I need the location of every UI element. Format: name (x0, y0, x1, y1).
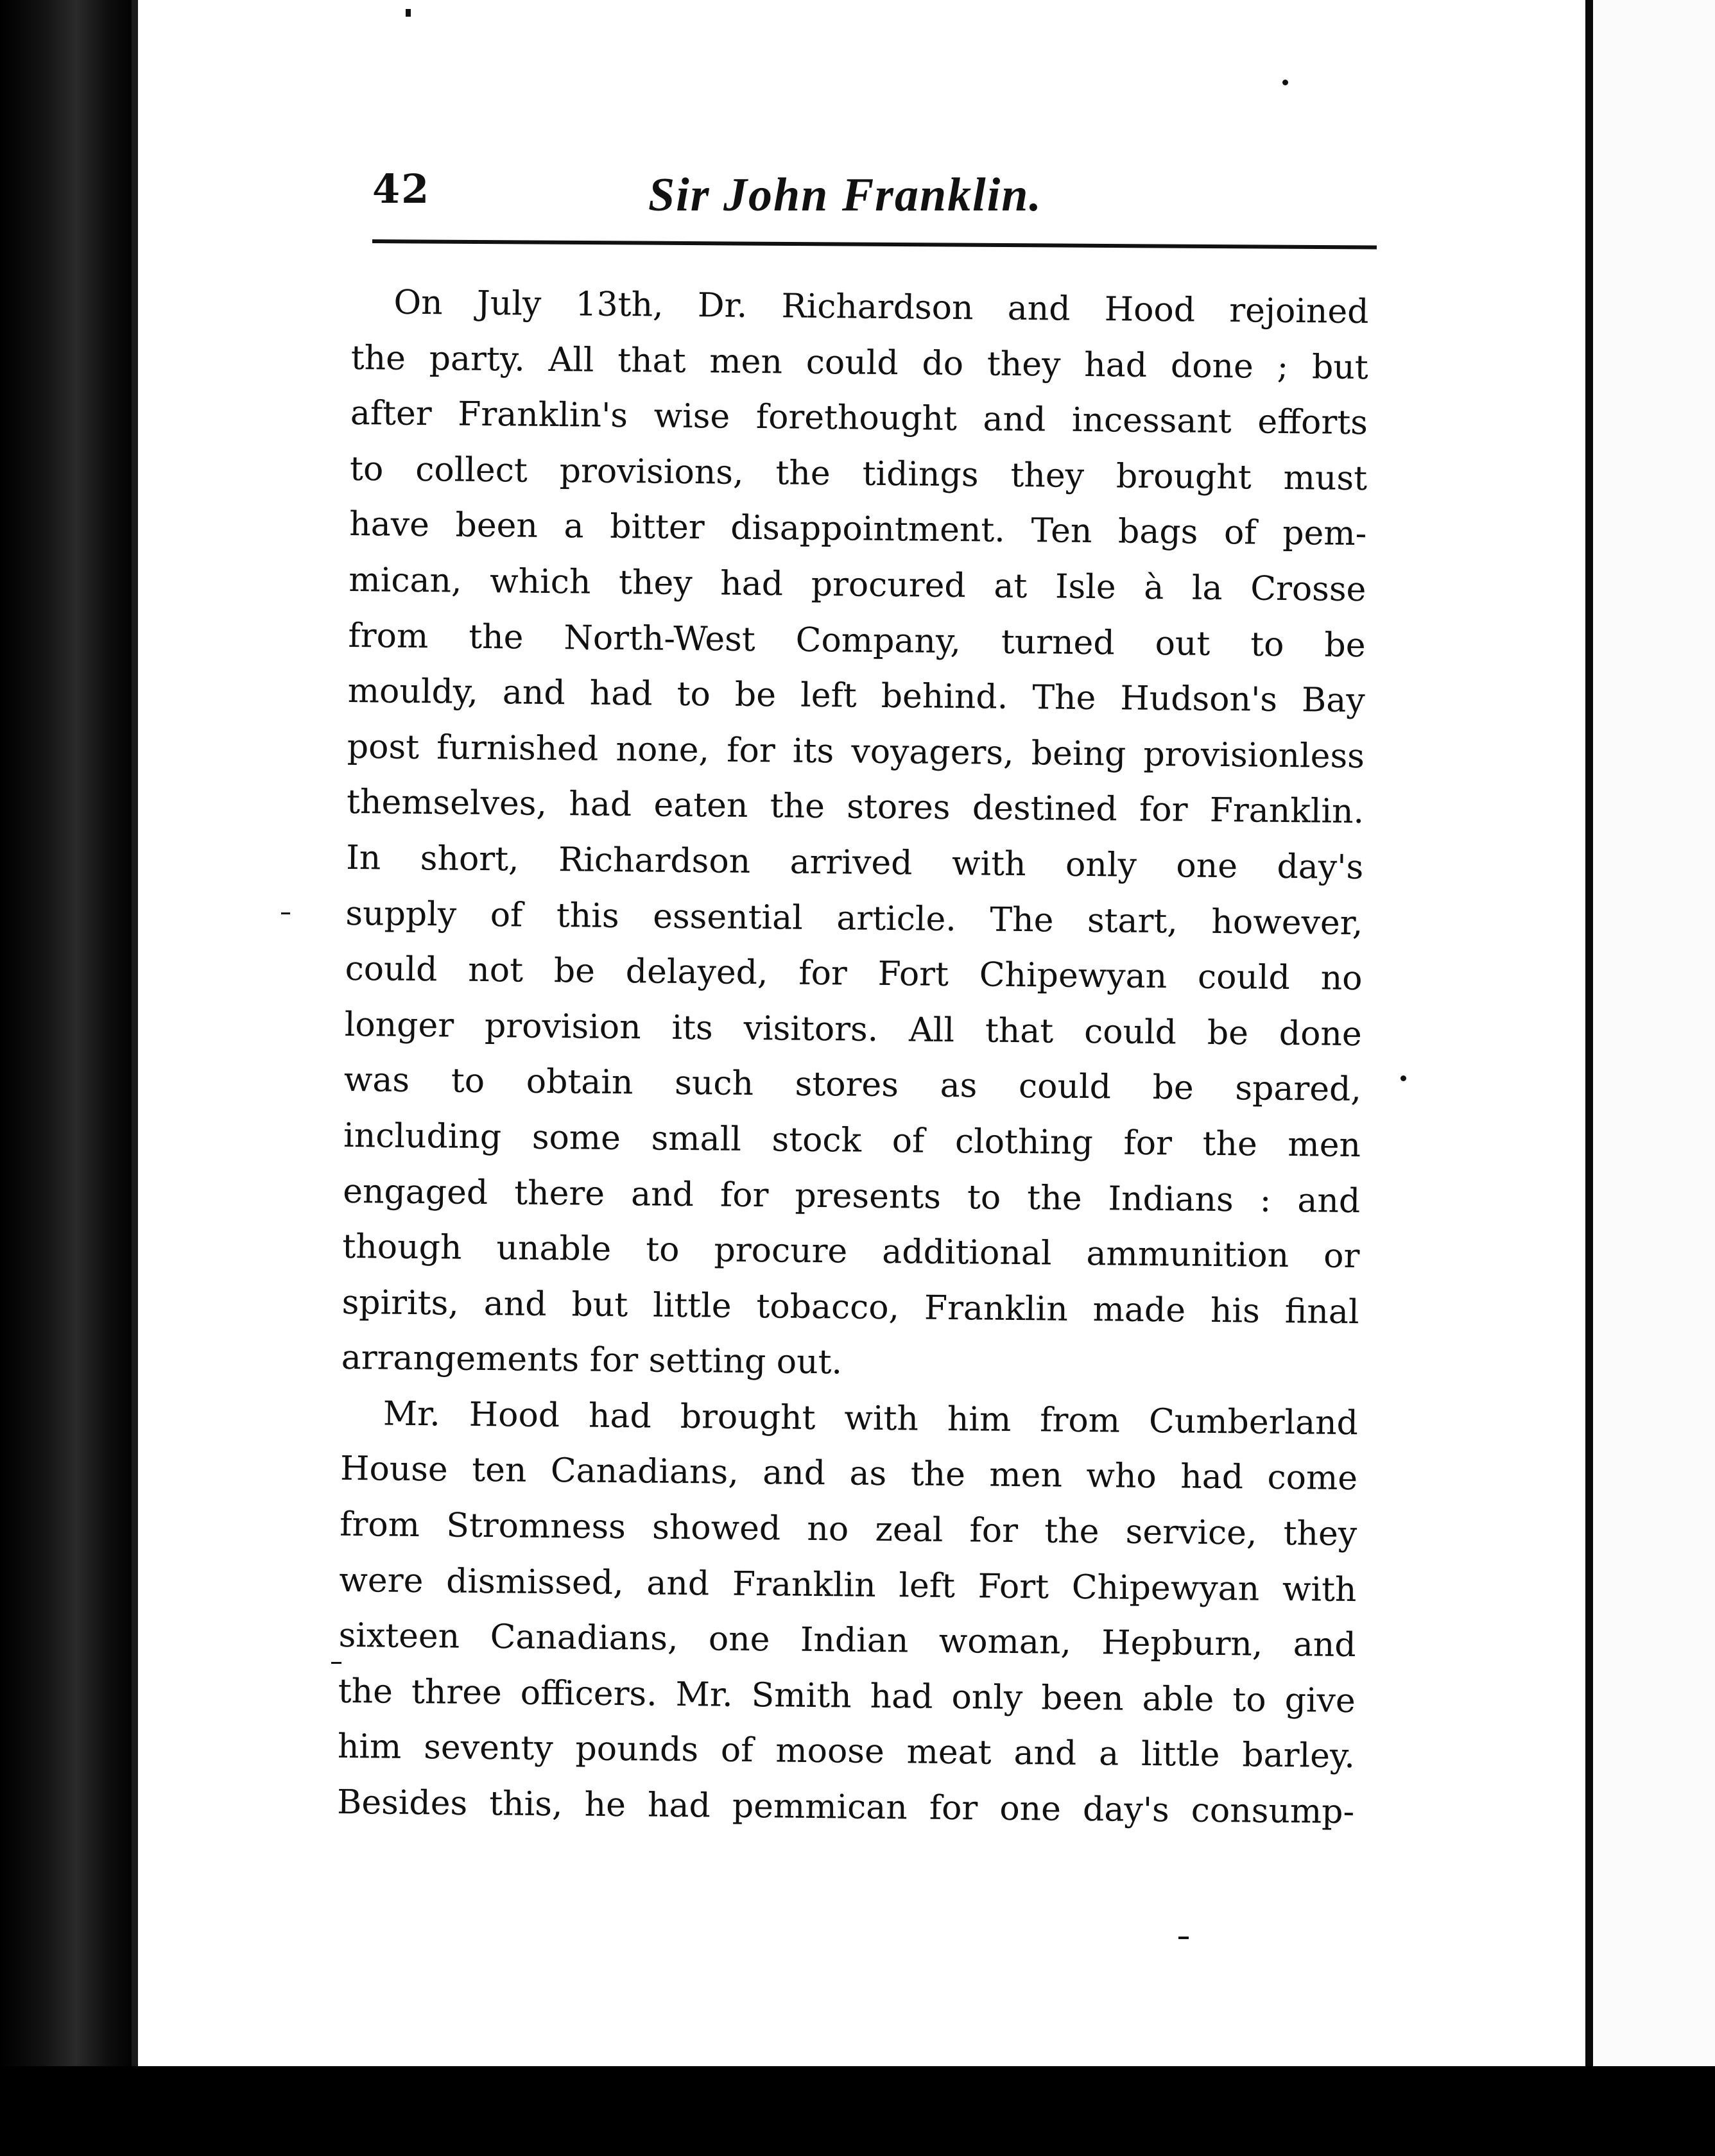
text-line: spirits, and but little tobacco, Franklin made his final (341, 1283, 1359, 1331)
text-line: engaged there and for presents to the Indians : and (342, 1172, 1361, 1220)
text-line: could not be delayed, for Fort Chipewyan could no (345, 950, 1363, 998)
text-line: were dismissed, and Franklin left Fort Chipewyan with (339, 1561, 1357, 1609)
book-edge-left (0, 0, 138, 2156)
text-line: sixteen Canadians, one Indian woman, Hepburn, and (338, 1616, 1356, 1665)
text-line: after Franklin's wise forethought and incessant efforts (350, 394, 1368, 443)
text-line: to collect provisions, the tidings they brought must (349, 449, 1368, 498)
text-line: though unable to procure additional ammunition or (342, 1228, 1360, 1276)
text-line: supply of this essential article. The start, however, (345, 894, 1363, 943)
scan-speck (406, 9, 411, 17)
facing-page-edge (1585, 0, 1715, 2082)
text-line: the three officers. Mr. Smith had only been able to give (338, 1672, 1356, 1720)
text-line: the party. All that men could do they had done ; but (350, 338, 1368, 387)
text-line: him seventy pounds of moose meat and a little barley. (337, 1727, 1356, 1776)
text-line: from Stromness showed no zeal for the service, they (340, 1505, 1357, 1554)
text-line: have been a bitter disappointment. Ten bags of pem- (349, 505, 1367, 554)
scan-speck (1282, 80, 1288, 85)
text-line: from the North-West Company, turned out to be (348, 616, 1366, 665)
running-title: Sir John Franklin. (648, 169, 1042, 221)
text-line: Mr. Hood had brought with him from Cumberland (383, 1394, 1359, 1443)
scan-bottom-border (0, 2066, 1715, 2156)
scan-speck (1178, 1937, 1189, 1939)
page-number: 42 (372, 166, 431, 212)
text-line: House ten Canadians, and as the men who had come (340, 1450, 1358, 1498)
text-line: Besides this, he had pemmican for one day's consump- (336, 1783, 1355, 1832)
text-line: arrangements for setting out. (341, 1339, 843, 1382)
text-line: In short, Richardson arrived with only one day's (345, 838, 1364, 887)
text-line: mouldy, and had to be left behind. The Hudson's Bay (347, 672, 1365, 721)
body-text (337, 275, 1369, 1840)
scan-speck (281, 912, 290, 914)
scan-speck (1400, 1075, 1406, 1081)
text-line: post furnished none, for its voyagers, being provisionless (347, 727, 1365, 776)
text-line: was to obtain such stores as could be spared, (343, 1061, 1362, 1109)
text-line: longer provision its visitors. All that could be done (344, 1005, 1362, 1054)
text-line: themselves, had eaten the stores destined for Franklin. (346, 783, 1365, 832)
text-line: including some small stock of clothing for the men (343, 1116, 1361, 1165)
text-line: mican, which they had procured at Isle à la Crosse (349, 560, 1366, 610)
text-line: On July 13th, Dr. Richardson and Hood rejoined (393, 283, 1369, 332)
